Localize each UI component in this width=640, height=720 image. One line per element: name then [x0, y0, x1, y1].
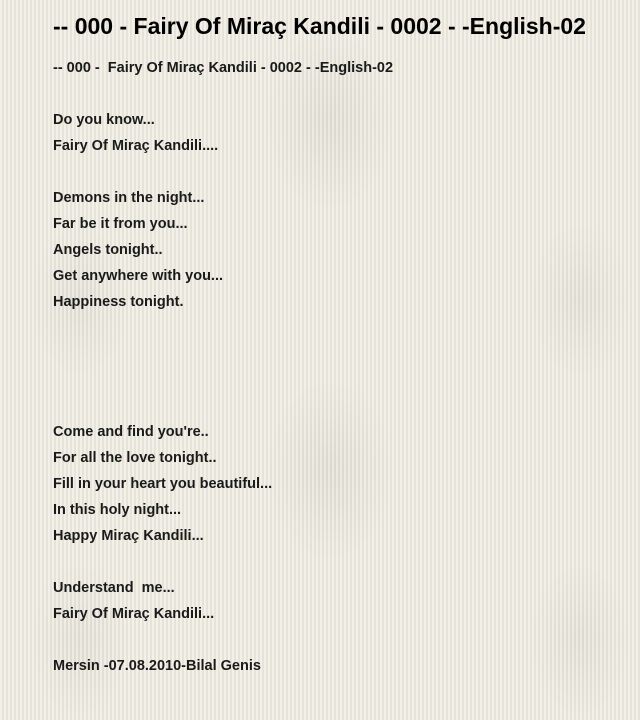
blank-line — [53, 159, 613, 185]
poem-line: Fairy Of Miraç Kandili.... — [53, 138, 219, 154]
page-title: -- 000 - Fairy Of Miraç Kandili - 0002 - -English-02 — [53, 13, 586, 39]
poem-subtitle: -- 000 - Fairy Of Miraç Kandili - 0002 - -English-02 — [53, 60, 394, 76]
blank-line — [53, 367, 613, 393]
poem-line: Angels tonight.. — [53, 242, 163, 258]
blank-line — [53, 341, 613, 367]
poem-line: For all the love tonight.. — [53, 450, 217, 466]
blank-line — [53, 81, 613, 107]
blank-line — [53, 315, 613, 341]
poem-line: Demons in the night... — [53, 190, 205, 206]
poem-line: Fill in your heart you beautiful... — [53, 476, 273, 492]
poem-text — [53, 55, 613, 679]
poem-line: Happy Miraç Kandili... — [53, 528, 204, 544]
blank-line — [53, 549, 613, 575]
poem-line: Come and find you're.. — [53, 424, 209, 440]
poem-signature: Mersin -07.08.2010-Bilal Genis — [53, 658, 261, 674]
poem-line: Understand me... — [53, 580, 175, 596]
poem-line: Fairy Of Miraç Kandili... — [53, 606, 215, 622]
poem-line: Far be it from you... — [53, 216, 188, 232]
blank-line — [53, 393, 613, 419]
blank-line — [53, 627, 613, 653]
poem-line: In this holy night... — [53, 502, 182, 518]
poem-line: Do you know... — [53, 112, 155, 128]
poem-line: Get anywhere with you... — [53, 268, 224, 284]
poem-line: Happiness tonight. — [53, 294, 184, 310]
